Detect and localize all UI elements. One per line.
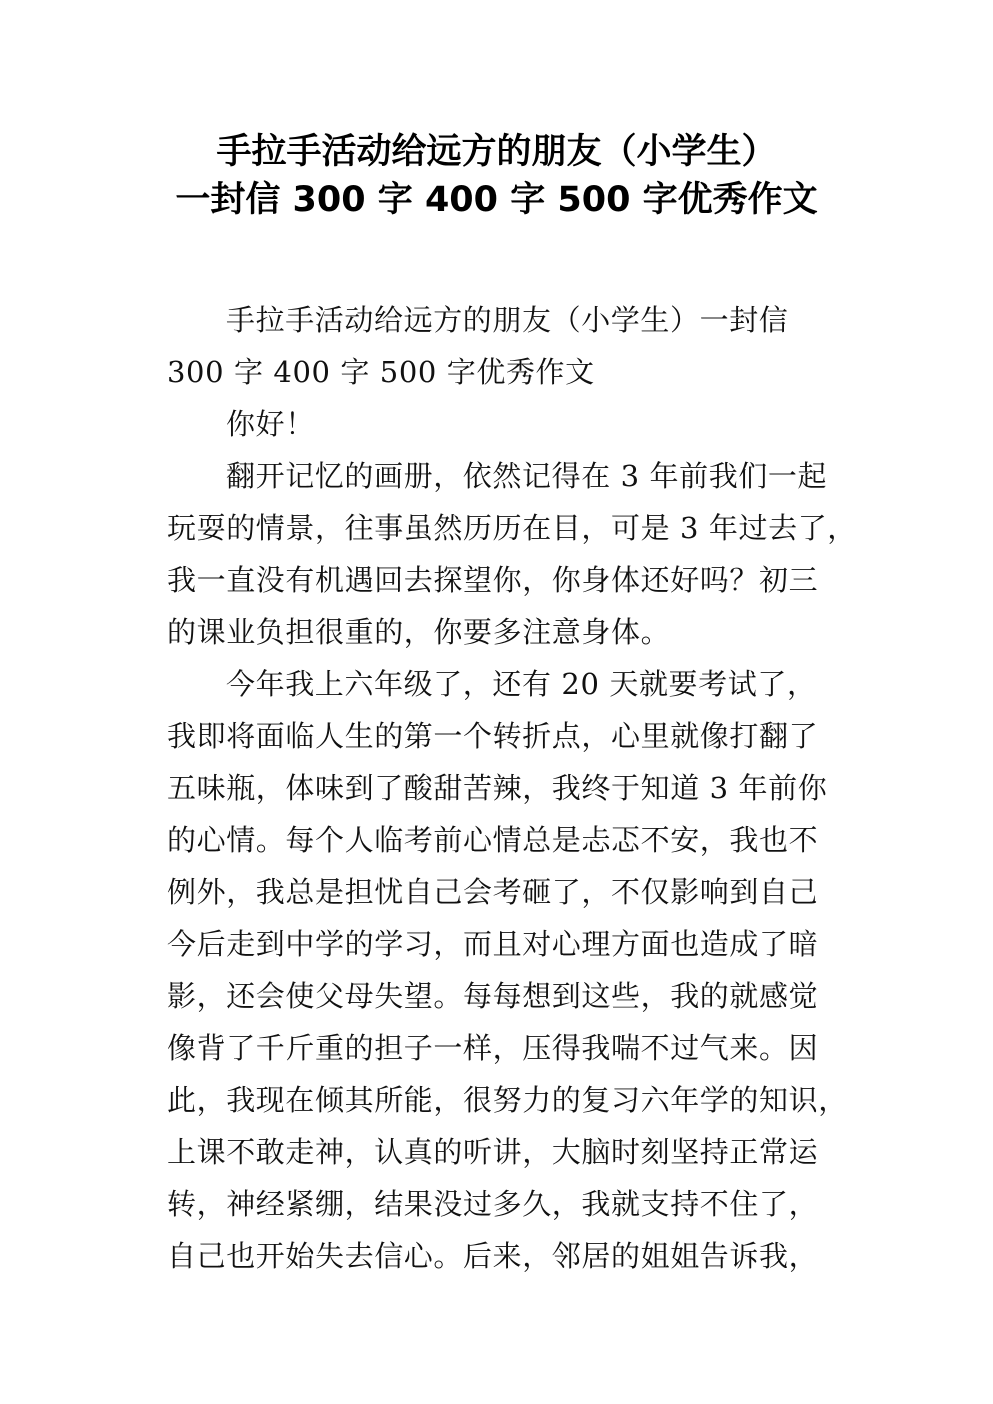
body-text-line: 的心情。每个人临考前心情总是忐忑不安，我也不 — [167, 823, 819, 857]
body-text-line: 我即将面临人生的第一个转折点，心里就像打翻了 — [167, 719, 819, 753]
body-text-line: 上课不敢走神，认真的听讲，大脑时刻坚持正常运 — [167, 1135, 819, 1169]
body-text-line: 你好！ — [226, 407, 315, 441]
body-text-line: 今后走到中学的学习，而且对心理方面也造成了暗 — [167, 927, 819, 961]
body-text-line: 300 字 400 字 500 字优秀作文 — [167, 355, 595, 389]
body-text-line: 例外，我总是担忧自己会考砸了，不仅影响到自己 — [167, 875, 819, 909]
body-text-line: 今年我上六年级了，还有 20 天就要考试了， — [226, 667, 817, 701]
body-text-line: 翻开记忆的画册，依然记得在 3 年前我们一起 — [226, 459, 828, 493]
body-text-line: 玩耍的情景，往事虽然历历在目，可是 3 年过去了， — [167, 511, 857, 545]
body-text-line: 自己也开始失去信心。后来，邻居的姐姐告诉我， — [167, 1239, 819, 1273]
document-title-line-1: 手拉手活动给远方的朋友（小学生） — [216, 132, 777, 172]
body-text-line: 此，我现在倾其所能，很努力的复习六年学的知识， — [167, 1083, 848, 1117]
document-title-line-2: 一封信 300 字 400 字 500 字优秀作文 — [175, 180, 818, 220]
body-text-line: 五味瓶，体味到了酸甜苦辣，我终于知道 3 年前你 — [167, 771, 828, 805]
body-text-line: 影，还会使父母失望。每每想到这些，我的就感觉 — [167, 979, 819, 1013]
body-text-line: 我一直没有机遇回去探望你，你身体还好吗？初三 — [167, 563, 819, 597]
body-text-line: 的课业负担很重的，你要多注意身体。 — [167, 615, 671, 649]
body-text-line: 手拉手活动给远方的朋友（小学生）一封信 — [226, 303, 789, 337]
body-text-line: 像背了千斤重的担子一样，压得我喘不过气来。因 — [167, 1031, 819, 1065]
body-text-line: 转，神经紧绷，结果没过多久，我就支持不住了， — [167, 1187, 819, 1221]
